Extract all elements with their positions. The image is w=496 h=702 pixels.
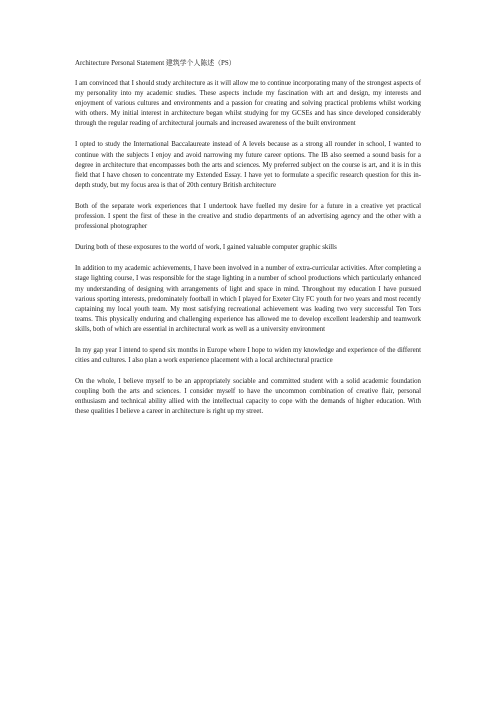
paragraph-work-experience: Both of the separate work experiences that I undertook have fuelled my desire for a future in a creative yet practical profession. I spent the first of these in the creative and studio departments of an advertising agency and the other with a professional photographer	[75, 202, 421, 231]
document-page	[75, 60, 421, 429]
paragraph-motivation: I am convinced that I should study architecture as it will allow me to continue incorporating many of the strongest aspects of my personality into my academic studies. These aspects include my fascination with art and design, my interests and enjoyment of various cultures and environments and a passion for creating and solving practical problems whilst working with others. My initial interest in architecture began whilst studying for my GCSEs and has since developed considerably through the regular reading of architectural journals and increased awareness of the built environment	[75, 80, 421, 128]
paragraph-extracurricular: In addition to my academic achievements, I have been involved in a number of extra-curricular activities. After completing a stage lighting course, I was responsible for the stage lighting in a number of school productions which particularly enhanced my understanding of designing with arrangements of light and space in mind. Throughout my education I have pursued various sporting interests, predominately football in which I played for Exeter City FC youth for two years and most recently captaining my local youth team. My most satisfying recreational achievement was leading two very successful Ten Tors teams. This physically enduring and challenging experience has allowed me to develop excellent leadership and teamwork skills, both of which are essential in architectural work as well as a university environment	[75, 265, 421, 333]
paragraph-computer-skills: During both of these exposures to the world of work, I gained valuable computer graphic skills	[75, 244, 337, 252]
paragraph-gap-year: In my gap year I intend to spend six months in Europe where I hope to widen my knowledge and experience of the different cities and cultures. I also plan a work experience placement with a local architectural practice	[75, 346, 421, 365]
document-title: Architecture Personal Statement 建筑学个人陈述（PS）	[75, 60, 236, 67]
paragraph-ib-study: I opted to study the International Baccalaureate instead of A levels because as a strong all rounder in school, I wanted to continue with the subjects I enjoy and avoid narrowing my future career options. The IB also seemed a sound basis for a degree in architecture that encompasses both the arts and sciences. My preferred subject on the course is art, and it is in this field that I have chosen to concentrate my Extended Essay. I have yet to formulate a specific research question for this in-depth study, but my focus area is that of 20th century British architecture	[75, 141, 421, 189]
paragraph-conclusion: On the whole, I believe myself to be an appropriately sociable and committed student with a solid academic foundation coupling both the arts and sciences. I consider myself to have the uncommon combination of creative flair, personal enthusiasm and technical ability allied with the intellectual capacity to cope with the demands of higher education. With these qualities I believe a career in architecture is right up my street.	[75, 378, 421, 416]
